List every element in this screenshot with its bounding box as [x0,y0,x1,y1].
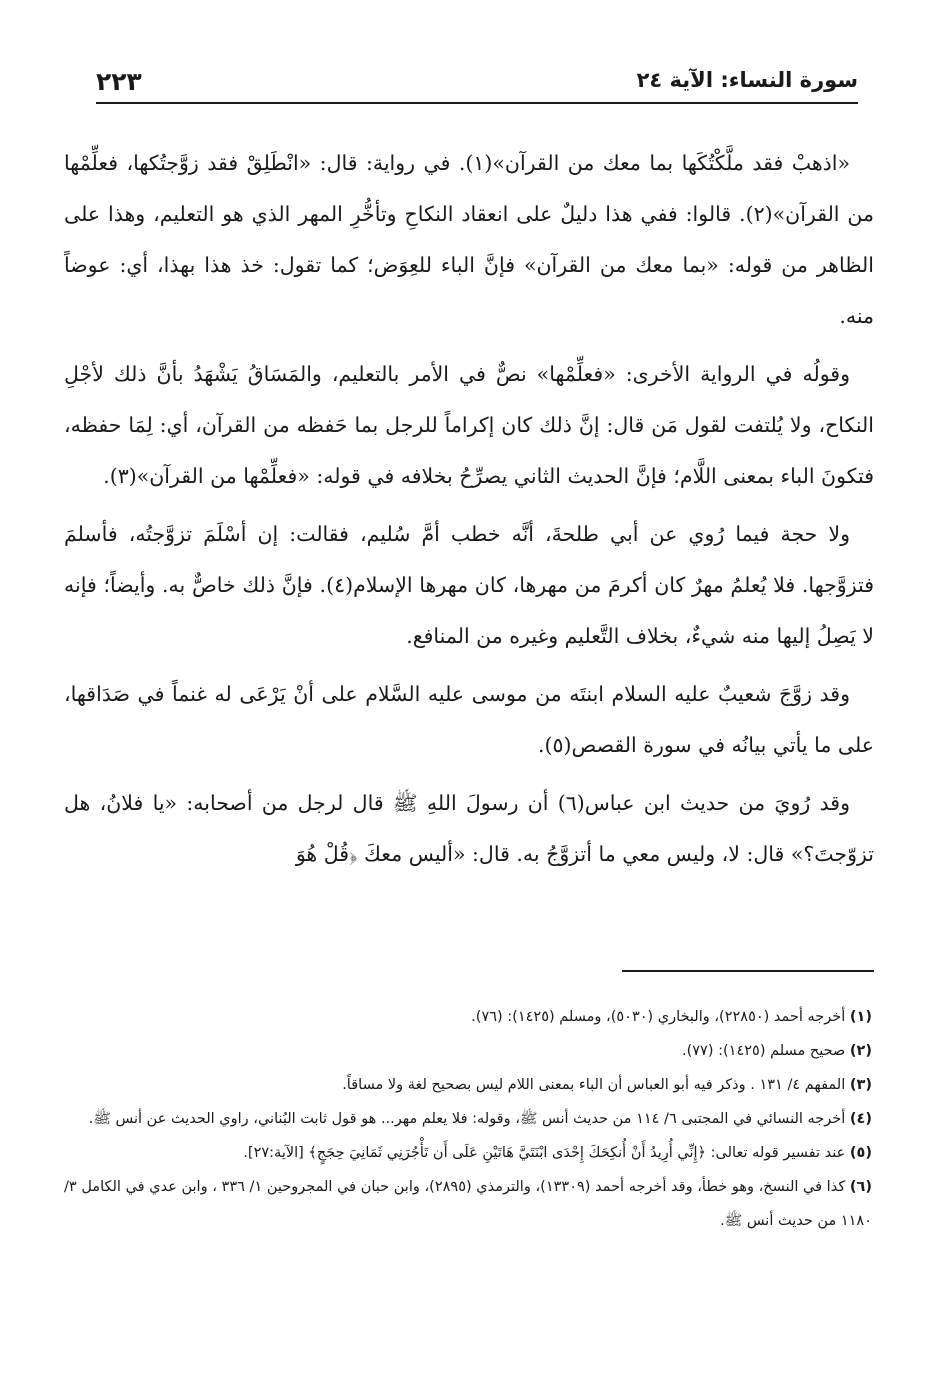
paragraph: وقولُه في الرواية الأخرى: «فعلِّمْها» نصٌّ في الأمر بالتعليم، والمَسَاقُ يَشْهَدُ بأنَّ ذلك لأجْلِ النكاح، ولا يُلتفت لقول مَن قال: إنَّ ذلك كان إكراماً للرجل بما حَفظه من القرآن، أي: لِمَا حفظه، فتكونَ الباء بمعنى اللَّام؛ فإنَّ الحديث الثاني يصرِّحُ بخلافه في قوله: «فعلِّمْها من القرآن»(٣). [64,362,874,488]
footnotes [64,1000,874,1238]
footnote-number: (٢) [849,1043,872,1059]
header-title: سورة النساء: الآية ٢٤ [636,68,858,92]
footnote [64,1136,874,1170]
footnote-text: عند تفسير قوله تعالى: ﴿إِنِّي أُرِيدُ أَنْ أُنكِحَكَ إِحْدَى ابْنَتَيَّ هَاتَيْنِ عَلَى أَن تَأْجُرَنِي ثَمَانِيَ حِجَجٍ﴾ [الآية:٢٧]. [243,1145,846,1161]
footnote-divider [622,970,874,972]
paragraph: وقد زوَّجَ شعيبٌ عليه السلام ابنتَه من موسى عليه السَّلام على أنْ يَرْعَى له غنماً في صَدَاقها، على ما يأتي بيانُه في سورة القصص(٥). [64,682,874,757]
footnote [64,1102,874,1136]
footnote-number: (٣) [849,1077,872,1093]
footnote-number: (٥) [849,1145,872,1161]
footnote-number: (٤) [849,1111,872,1127]
footnote-number: (١) [849,1009,872,1025]
paragraph: ولا حجة فيما رُوي عن أبي طلحةَ، أنَّه خطب أمَّ سُليم، فقالت: إن أسْلَمَ تزوَّجتُه، فأسلمَ فتزوَّجها. فلا يُعلمُ مهرٌ كان أكرمَ من مهرها، كان مهرها الإسلام(٤). فإنَّ ذلك خاصٌّ به. وأيضاً؛ فإنه لا يَصِلُ إليها منه شيءٌ، بخلاف التَّعليم وغيره من المنافع. [64,522,874,648]
footnote [64,1068,874,1102]
footnote-number: (٦) [849,1179,873,1195]
running-header [96,62,858,104]
footnote-text: كذا في النسخ، وهو خطأ، وقد أخرجه أحمد (١٣٣٠٩)، والترمذي (٢٨٩٥)، وابن حبان في المجروحين ١/ ٣٣٦ ، وابن عدي في الكامل ٣/ ١١٨٠ من حديث أنس ﷺ. [64,1179,872,1229]
footnote [64,1170,874,1238]
footnote-text: المفهم ٤/ ١٣١ . وذكر فيه أبو العباس أن الباء بمعنى اللام ليس بصحيح لغة ولا مساقاً. [342,1077,846,1093]
footnote [64,1034,874,1068]
paragraph: «اذهبْ فقد ملَّكْتُكَها بما معك من القرآن»(١). في رواية: قال: «انْطَلِقْ فقد زوَّجتُكها، فعلِّمْها من القرآن»(٢). قالوا: ففي هذا دليلٌ على انعقاد النكاحِ وتأخُّرِ المهر الذي هو التعليم، وهذا على الظاهر من قوله: «بما معك من القرآن» فإنَّ الباء للعِوَض؛ كما تقول: خذ هذا بهذا، أي: عوضاً منه. [64,151,875,328]
footnote-text: صحيح مسلم (١٤٢٥): (٧٧). [681,1043,846,1059]
footnote [64,1000,874,1034]
main-text [64,138,874,887]
footnote-text: أخرجه النسائي في المجتبى ٦/ ١١٤ من حديث أنس ﷺ، وقوله: فلا يعلم مهر... هو قول ثابت البُناني، راوي الحديث عن أنس ﷺ. [88,1111,846,1127]
paragraph: وقد رُويَ من حديث ابن عباس(٦) أن رسولَ اللهِ ﷺ قال لرجل من أصحابه: «يا فلانُ، هل تزوّجتَ؟» قال: لا، وليس معي ما أتزوَّجُ به. قال: «أليس معكَ ﴿قُلْ هُوَ [64,791,874,866]
page-number: ٢٢٣ [96,67,142,96]
footnote-text: أخرجه أحمد (٢٢٨٥٠)، والبخاري (٥٠٣٠)، ومسلم (١٤٢٥): (٧٦). [471,1009,846,1025]
